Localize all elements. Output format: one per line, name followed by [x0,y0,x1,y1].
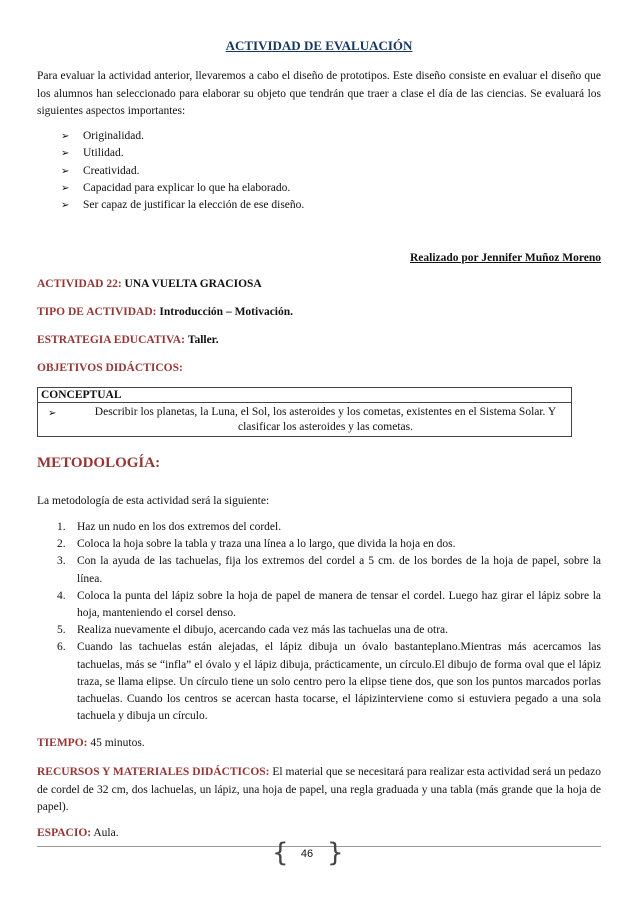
tiempo-value: 45 minutos. [90,737,145,749]
recursos-paragraph [37,764,601,817]
list-item: 2. Coloca la hoja sobre la tabla y traza una línea a lo largo, que divida la hoja en dos. [57,538,456,551]
list-item: 5. Realiza nuevamente el dibujo, acercando cada vez más las tachuelas una de otra. [57,624,449,637]
conceptual-table [37,387,572,437]
list-item: ➢ Creatividad. [61,163,304,180]
arrow-bullet-icon: ➢ [61,200,70,212]
activity-line [37,278,262,290]
metodologia-heading: METODOLOGÍA: [37,455,161,471]
activity-value: UNA VUELTA GRACIOSA [124,278,262,290]
arrow-bullet-icon: ➢ [61,148,70,160]
list-item: ➢ Capacidad para explicar lo que ha elaborado. [61,180,304,197]
list-item: 3. Con la ayuda de las tachuelas, fija los extremos del cordel a 5 cm. de los bordes de la hoja de papel, sobre la línea. [57,555,601,585]
aspects-list [61,128,304,214]
metodologia-intro: La metodología de esta actividad será la siguiente: [37,495,270,507]
list-item: 1. Haz un nudo en los dos extremos del cordel. [57,521,282,533]
activity-label: ACTIVIDAD 22: [37,278,122,290]
list-item: 6. Cuando las tachuelas están alejadas, el lápiz dibuja un óvalo bastanteplano.Mientras más acercamos las tachuelas, más se “infla” el óvalo y el lápiz dibuja, prácticamente, un círculo.El dibujo de forma oval que el lápiz traza, se llama elipse. Un círculo tiene un solo centro pero la elipse tiene dos, que son los puntos marcados porlas tachuelas. Cuando los centros se acercan hasta tocarse, el lápizinterviene como si estuviera pegado a una sola tachuela y dibuja un círculo. [57,641,601,723]
tiempo-label: TIEMPO: [37,737,88,749]
estrategia-value: Taller. [187,334,219,346]
arrow-bullet-icon: ➢ [61,131,70,142]
tiempo-line [37,737,145,749]
recursos-value: El material que se necesitará para realizar esta actividad será un pedazo de cordel de 32 cm, dos lachuelas, un lápiz, una hoja de papel, una regla graduada y una tabla (más grande que la hoja de papel). [37,766,601,813]
espacio-value: Aula. [93,827,119,839]
list-item: ➢ Ser capaz de justificar la elección de ese diseño. [61,197,304,214]
estrategia-label: ESTRATEGIA EDUCATIVA: [37,334,185,346]
list-item: 4. Coloca la punta del lápiz sobre la hoja de papel de manera de tensar el cordel. Luego haz girar el lápiz sobre la hoja, manteniendo el corsel denso. [57,589,601,620]
arrow-bullet-icon: ➢ [61,165,70,177]
left-bracket-icon: { [272,838,289,868]
arrow-bullet-icon: ➢ [61,182,70,194]
footer-divider [37,846,601,847]
list-item: ➢ Utilidad. [61,145,304,162]
list-item: ➢ Originalidad. [61,128,304,145]
intro-paragraph: Para evaluar la actividad anterior, llevaremos a cabo el diseño de prototipos. Este diseño consiste en evaluar el diseño que los alumnos han seleccionado para elaborar su objeto que tendrán que traer a clase el día de las ciencias. Se evaluará los siguientes aspectos importantes: [37,70,601,117]
estrategia-line [37,334,219,346]
page-title: ACTIVIDAD DE EVALUACIÓN [225,38,413,53]
steps-list [57,519,601,725]
objetivos-label: OBJETIVOS DIDÁCTICOS: [37,362,183,374]
tipo-value: Introducción – Motivación. [159,306,294,318]
espacio-line [37,827,119,839]
conceptual-header: CONCEPTUAL [38,388,571,403]
page-number: 46 [300,848,314,860]
espacio-label: ESPACIO: [37,827,92,839]
recursos-label: RECURSOS Y MATERIALES DIDÁCTICOS: [37,766,270,778]
arrow-bullet-icon: ➢ [48,408,57,419]
author-credit: Realizado por Jennifer Muñoz Moreno [409,252,601,264]
conceptual-item: ➢ Describir los planetas, la Luna, el Sol, los asteroides y los cometas, existentes en el Sistema Solar. Y clasificar los asteroides y las cometas. [48,406,557,433]
tipo-line [37,306,293,318]
objetivos-line [37,362,183,374]
right-bracket-icon: } [327,838,344,868]
tipo-label: TIPO DE ACTIVIDAD: [37,306,157,318]
